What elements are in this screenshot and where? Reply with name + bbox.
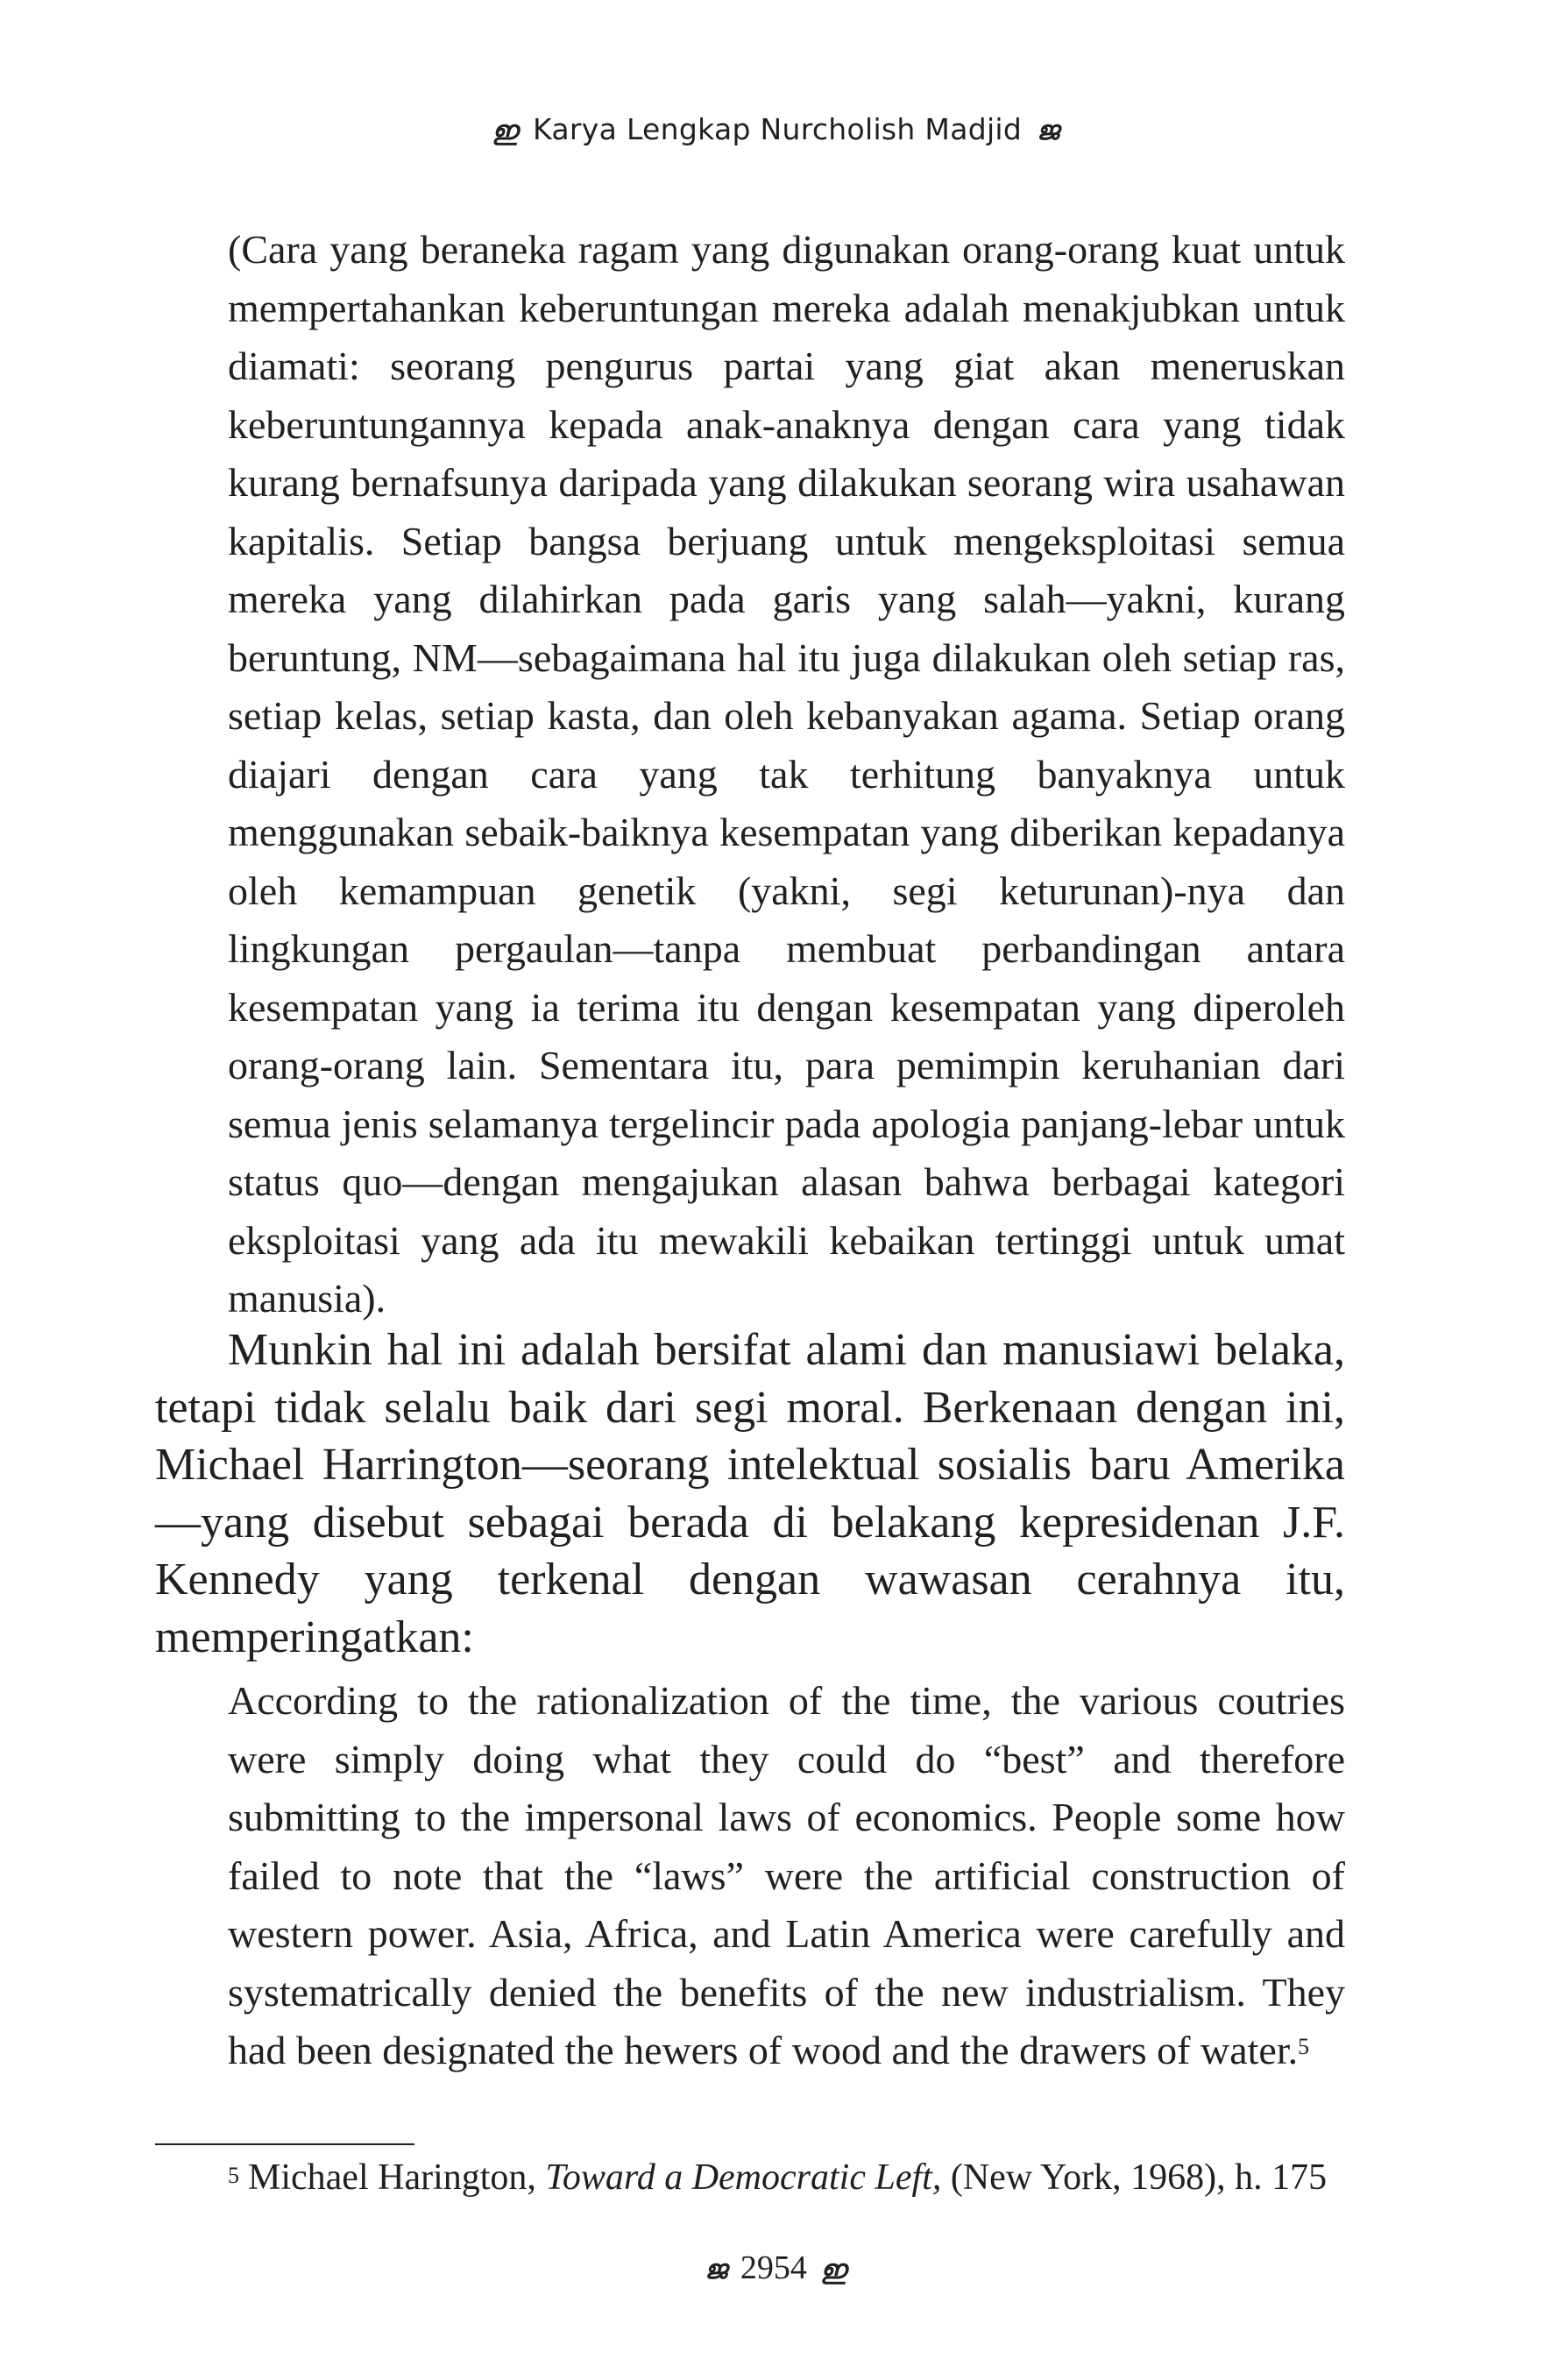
block-quote-english <box>228 1672 1345 2080</box>
ornament-right-icon: ഇ <box>820 2255 846 2285</box>
running-header <box>0 112 1551 146</box>
footnote-author: Michael Harington, <box>248 2157 536 2198</box>
page-number: 2954 <box>740 2249 807 2286</box>
footnote-book-title: Toward a Democratic Left, <box>545 2157 942 2198</box>
footnote-number: 5 <box>228 2163 239 2188</box>
footnote-publication: (New York, 1968), h. 175 <box>950 2157 1328 2198</box>
ornament-right-icon: ജ <box>1036 116 1059 146</box>
book-title: Karya Lengkap Nurcholish Madjid <box>533 112 1023 146</box>
page-footer <box>0 2249 1551 2287</box>
block-quote-text: (Cara yang beraneka ragam yang digunakan orang-orang kuat untuk mempertahankan keberuntungan mereka adalah menakjubkan untuk diamati: seorang pengurus partai yang giat akan meneruskan keberuntungannya kepada anak-anaknya dengan cara yang tidak kurang bernafsunya daripada yang dilakukan seorang wira usahawan kapitalis. Setiap bangsa berjuang untuk mengeksploitasi semua mereka yang dilahirkan pada garis yang salah—yakni, kurang beruntung, NM—sebagaimana hal itu juga dilakukan oleh setiap ras, setiap kelas, setiap kasta, dan oleh kebanyakan agama. Setiap orang diajari dengan cara yang tak terhitung banyaknya untuk menggunakan sebaik-baiknya kesempatan yang diberikan kepadanya oleh kemampuan genetik (yakni, segi keturunan)-nya dan lingkungan pergaulan—tanpa membuat perbandingan antara kesempatan yang ia terima itu dengan kesempatan yang diperoleh orang-orang lain. Sementara itu, para pemimpin keruhanian dari semua jenis selamanya tergelincir pada apologia panjang-lebar untuk status quo—dengan mengajukan alasan bahwa berbagai kategori eksploitasi yang ada itu mewakili kebaikan tertinggi untuk umat manusia). <box>228 227 1345 1321</box>
body-paragraph <box>155 1321 1345 1666</box>
block-quote-indonesian <box>228 221 1345 1328</box>
ornament-left-icon: ജ <box>705 2255 727 2285</box>
block-quote-text: According to the rationalization of the time, the various coutries were simply doing what they could do “best” and therefore submitting to the impersonal laws of economics. People some how failed to note that the “laws” were the artificial construction of western power. Asia, Africa, and Latin America were carefully and systematrically denied the benefits of the new industrialism. They had been designated the hewers of wood and the drawers of water. <box>228 1678 1345 2072</box>
ornament-left-icon: ഇ <box>492 116 519 146</box>
footnote-reference[interactable]: 5 <box>1298 2034 1310 2059</box>
footnote-divider <box>155 2143 414 2145</box>
body-paragraph-text: Munkin hal ini adalah bersifat alami dan manusiawi belaka, tetapi tidak selalu baik dari segi moral. Berkenaan dengan ini, Michael Harrington—seorang intelektual sosialis baru Amerika—yang disebut sebagai berada di belakang kepresidenan J.F. Kennedy yang terkenal dengan wawasan cerahnya itu, memperingatkan: <box>155 1325 1345 1662</box>
footnote <box>228 2151 1367 2204</box>
